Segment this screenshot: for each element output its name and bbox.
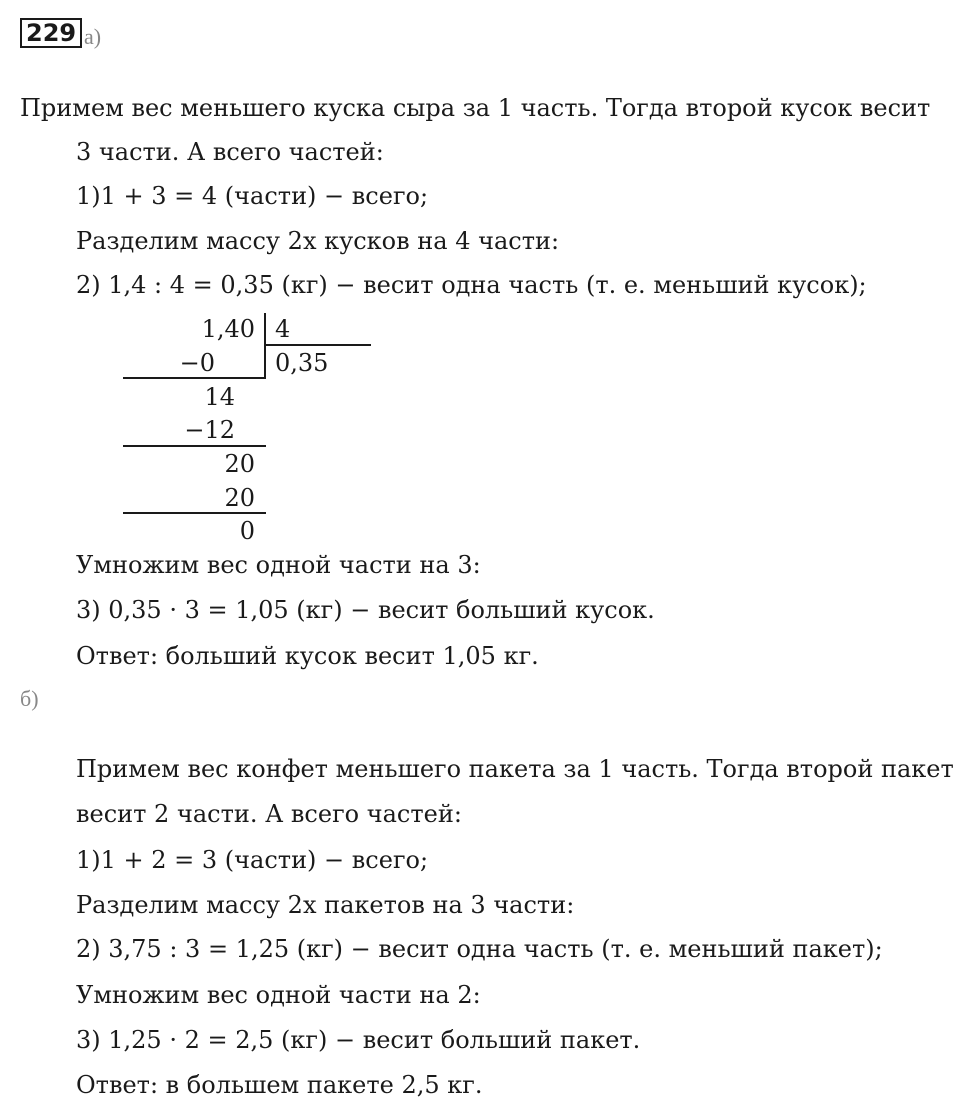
text-line: Умножим вес одной части на 2:	[76, 981, 481, 1009]
text-line: весит 2 части. А всего частей:	[76, 800, 462, 828]
text-line: Разделим массу 2х пакетов на 3 части:	[76, 891, 575, 919]
part-a-label: а)	[84, 24, 102, 49]
subtrahend: −0	[179, 349, 215, 377]
remainder: 14	[204, 383, 235, 411]
subtrahend: −12	[184, 416, 235, 444]
dividend: 1,40	[201, 315, 255, 343]
part-b-label: б)	[20, 686, 39, 711]
text-line: 1)1 + 3 = 4 (части) − всего;	[76, 182, 429, 210]
division-step-rule	[123, 377, 266, 379]
division-step-rule	[123, 512, 266, 514]
divisor: 4	[275, 315, 291, 343]
text-line: Примем вес конфет меньшего пакета за 1 часть. Тогда второй пакет	[76, 755, 954, 783]
text-line: Умножим вес одной части на 3:	[76, 551, 481, 579]
answer-line: Ответ: больший кусок весит 1,05 кг.	[76, 642, 539, 670]
text-line: 3) 0,35 · 3 = 1,05 (кг) − весит больший кусок.	[76, 596, 655, 624]
remainder: 20	[224, 450, 255, 478]
subtrahend: 20	[224, 484, 255, 512]
answer-line: Ответ: в большем пакете 2,5 кг.	[76, 1071, 483, 1099]
text-line: 2) 3,75 : 3 = 1,25 (кг) − весит одна часть (т. е. меньший пакет);	[76, 935, 883, 963]
text-line: 3 части. А всего частей:	[76, 138, 384, 166]
text-line: Примем вес меньшего куска сыра за 1 часть. Тогда второй кусок весит	[20, 94, 931, 122]
quotient: 0,35	[275, 349, 329, 377]
text-line: Разделим массу 2х кусков на 4 части:	[76, 227, 560, 255]
division-step-rule	[123, 445, 266, 447]
division-vertical-rule	[264, 313, 266, 379]
text-line: 1)1 + 2 = 3 (части) − всего;	[76, 846, 429, 874]
text-line: 2) 1,4 : 4 = 0,35 (кг) − весит одна часть (т. е. меньший кусок);	[76, 271, 867, 299]
remainder: 0	[239, 517, 255, 545]
problem-number: 229	[20, 18, 82, 48]
text-line: 3) 1,25 · 2 = 2,5 (кг) − весит больший пакет.	[76, 1026, 641, 1054]
division-divisor-rule	[264, 344, 371, 346]
